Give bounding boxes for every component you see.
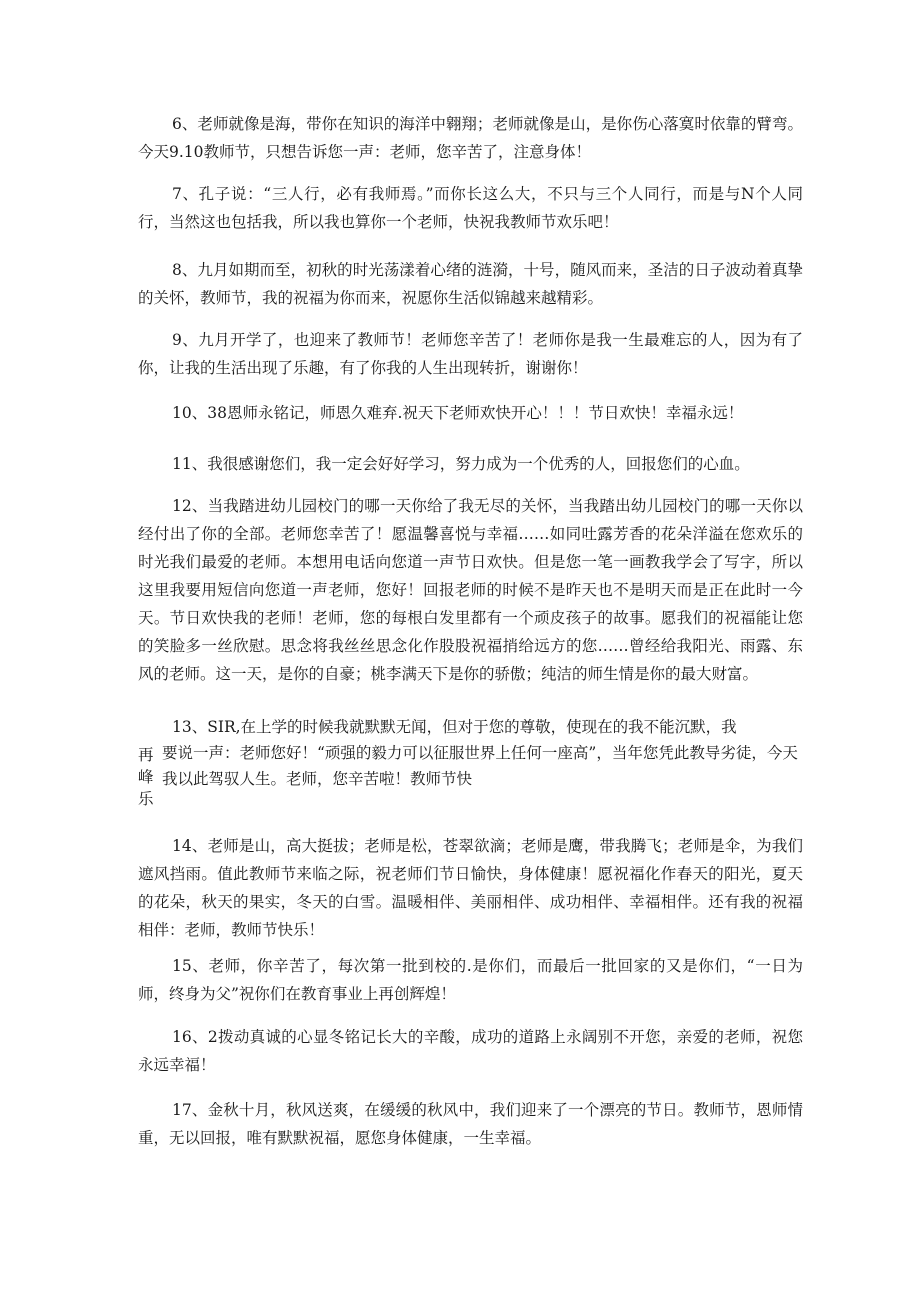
paragraph-10: 10、38恩师永铭记，师恩久难弃.祝天下老师欢快开心！！！节日欢快！幸福永远！ [172,404,744,422]
paragraph-13-body: 要说一声：老师您好！“顽强的毅力可以征服世界上任何一座高”，当年您凭此教导劣徒，今天我以此驾驭人生。老师，您辛苦啦！教师节快 [162,744,798,788]
paragraph-13-side-char-2: 峰 [138,768,154,786]
paragraph-7: 7、孔子说：“三人行，必有我师焉。”而你长这么大，不只与三个人同行，而是与N个人同行，当然这也包括我，所以我也算你一个老师，快祝我教师节欢乐吧！ [138,185,803,231]
paragraph-14: 14、老师是山，高大挺拔；老师是松，苍翠欲滴；老师是鹰，带我腾飞；老师是伞，为我们遮风挡雨。值此教师节来临之际，祝老师们节日愉快，身体健康！愿祝福化作春天的阳光，夏天的花朵，秋天的果实，冬天的白雪。温暖相伴、美丽相伴、成功相伴、幸福相伴。还有我的祝福相伴：老师，教师节快乐！ [138,837,803,939]
paragraph-8: 8、九月如期而至，初秋的时光荡漾着心绪的涟漪，十号，随风而来，圣洁的日子波动着真挚的关怀，教师节，我的祝福为你而来，祝愿你生活似锦越来越精彩。 [138,261,803,307]
paragraph-17: 17、金秋十月，秋风送爽，在缓缓的秋风中，我们迎来了一个漂亮的节日。教师节，恩师情重，无以回报，唯有默默祝福，愿您身体健康，一生幸福。 [138,1101,803,1147]
paragraph-13-side-char-1: 再 [138,746,154,764]
paragraph-6: 6、老师就像是海，带你在知识的海洋中翱翔；老师就像是山，是你伤心落寞时依靠的臂弯。今天9.10教师节，只想告诉您一声：老师，您辛苦了，注意身体！ [138,115,803,161]
paragraph-13-side-char-3: 乐 [138,790,154,808]
paragraph-9: 9、九月开学了，也迎来了教师节！老师您辛苦了！老师你是我一生最难忘的人，因为有了你，让我的生活出现了乐趣，有了你我的人生出现转折，谢谢你！ [138,331,803,377]
paragraph-12: 12、当我踏进幼儿园校门的哪一天你给了我无尽的关怀，当我踏出幼儿园校门的哪一天你以经付出了你的全部。老师您幸苦了！愿温馨喜悦与幸福……如同吐露芳香的花朵洋溢在您欢乐的时光我们最爱的老师。本想用电话向您道一声节日欢快。但是您一笔一画教我学会了写字，所以这里我要用短信向您道一声老师，您好！回报老师的时候不是昨天也不是明天而是正在此时一今天。节日欢快我的老师！老师，您的每根白发里都有一个顽皮孩子的故事。愿我们的祝福能让您的笑脸多一丝欣慰。思念将我丝丝思念化作股股祝福捎给远方的您……曾经给我阳光、雨露、东风的老师。这一天，是你的自豪；桃李满天下是你的骄傲；纯洁的师生情是你的最大财富。 [138,497,803,683]
paragraph-15: 15、老师，你辛苦了，每次第一批到校的.是你们，而最后一批回家的又是你们，“一日为师，终身为父”祝你们在教育事业上再创辉煌！ [138,957,803,1003]
paragraph-16: 16、2拨动真诚的心显冬铭记长大的辛酸，成功的道路上永阔别不开您，亲爱的老师，祝您永远幸福！ [138,1028,803,1074]
paragraph-11: 11、我很感谢您们，我一定会好好学习，努力成为一个优秀的人，回报您们的心血。 [172,455,750,473]
paragraph-13-line-1: 13、SIR,在上学的时候我就默默无闻，但对于您的尊敬，使现在的我不能沉默，我 [172,718,737,736]
